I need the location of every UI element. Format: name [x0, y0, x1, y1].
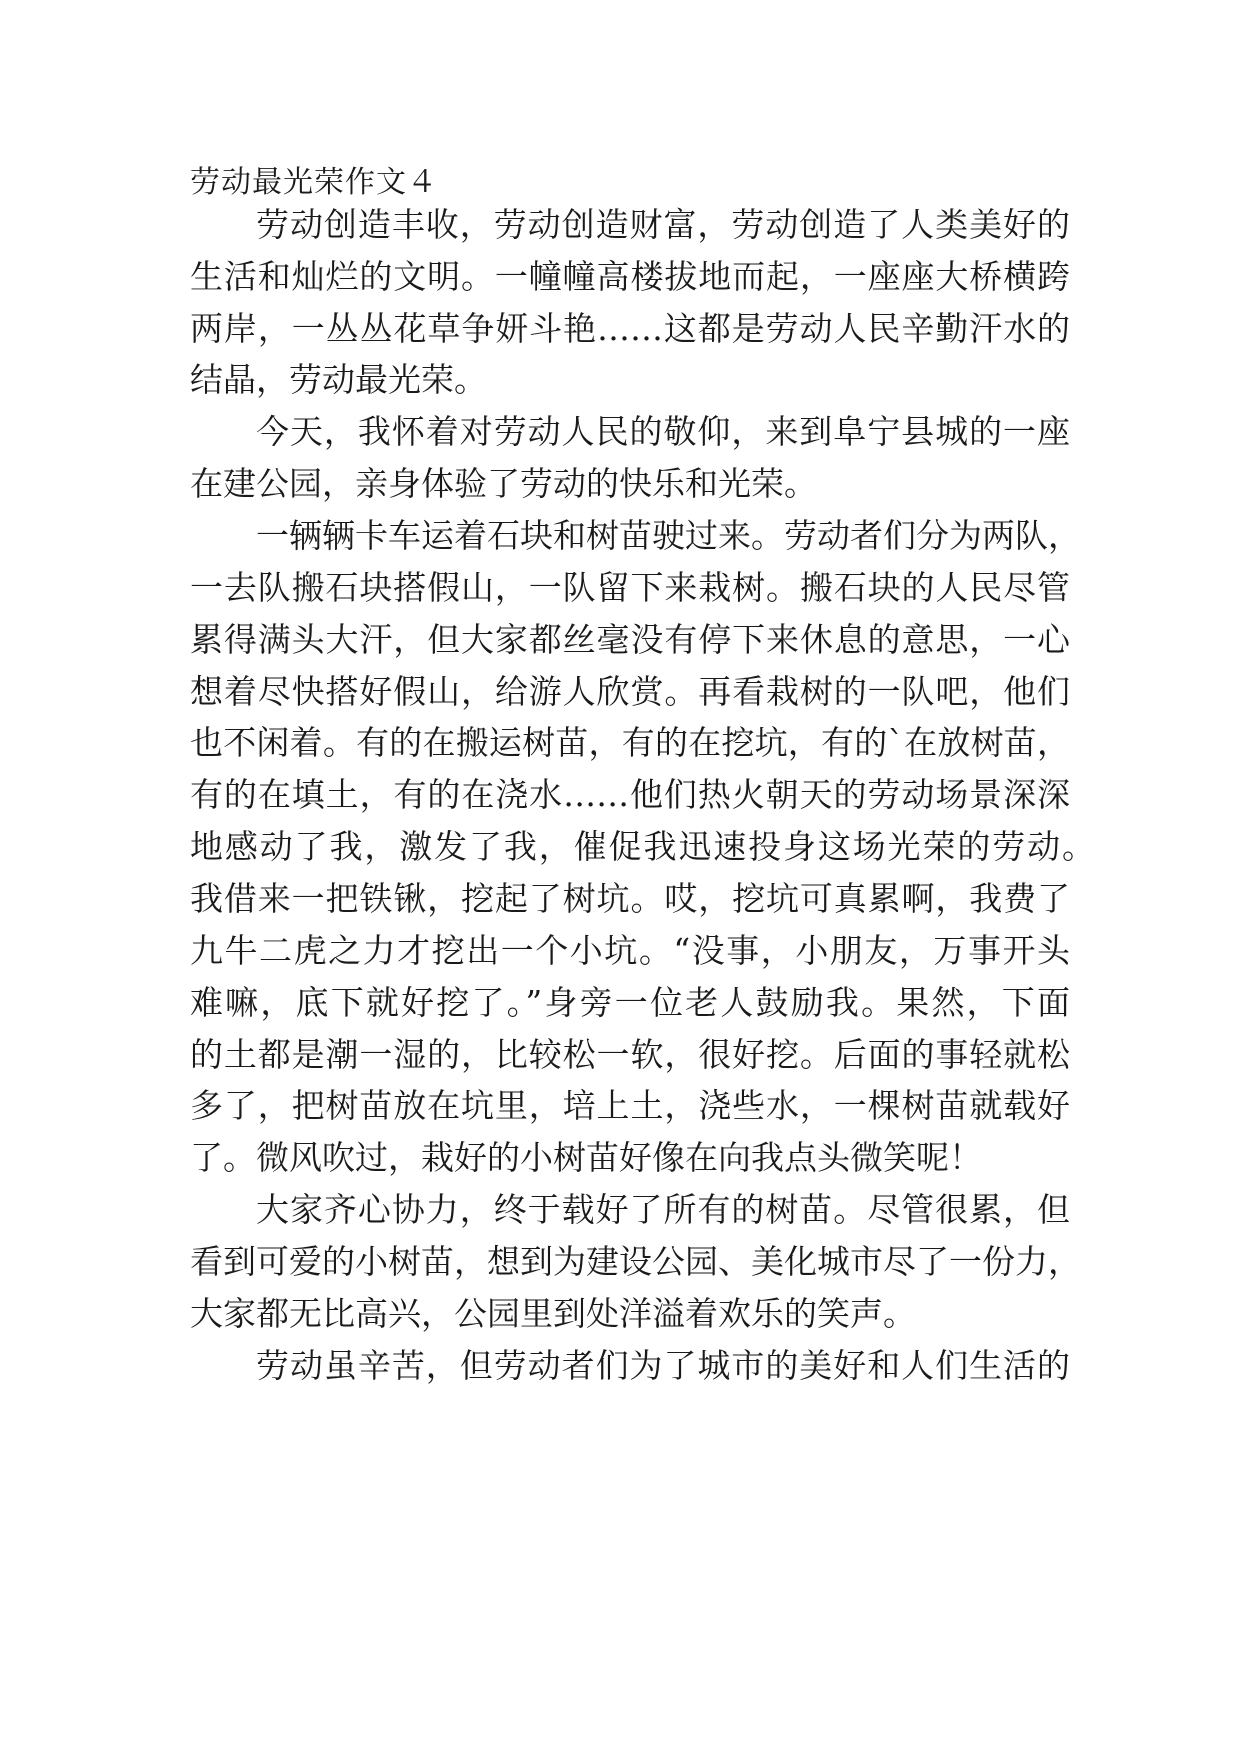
paragraph-3-line-7: 地感动了我，激发了我，催促我迅速投身这场光荣的劳动。: [190, 827, 1095, 866]
paragraph-2-line-2: 在建公园，亲身体验了劳动的快乐和光荣。: [190, 464, 817, 503]
paragraph-4-line-1: 大家齐心协力，终于载好了所有的树苗。尽管很累，但: [256, 1190, 1070, 1229]
paragraph-3-line-2: 一去队搬石块搭假山，一队留下来栽树。搬石块的人民尽管: [190, 568, 1070, 607]
paragraph-3-line-4: 想着尽快搭好假山，给游人欣赏。再看栽树的一队吧，他们: [190, 672, 1070, 711]
paragraph-3-line-5: 也不闲着。有的在搬运树苗，有的在挖坑，有的`在放树苗，: [190, 723, 1070, 762]
paragraph-3-line-6: 有的在填土，有的在浇水……他们热火朝天的劳动场景深深: [190, 775, 1070, 814]
paragraph-4-line-3: 大家都无比高兴，公园里到处洋溢着欢乐的笑声。: [190, 1294, 916, 1333]
paragraph-4-line-2: 看到可爱的小树苗，想到为建设公园、美化城市尽了一份力，: [190, 1242, 1081, 1281]
paragraph-3-line-1: 一辆辆卡车运着石块和树苗驶过来。劳动者们分为两队，: [256, 516, 1081, 555]
paragraph-3-line-11: 的土都是潮一湿的，比较松一软，很好挖。后面的事轻就松: [190, 1035, 1070, 1074]
paragraph-3-line-9: 九牛二虎之力才挖出一个小坑。“没事，小朋友，万事开头: [190, 931, 1070, 970]
paragraph-3-line-13: 了。微风吹过，栽好的小树苗好像在向我点头微笑呢！: [190, 1138, 982, 1177]
paragraph-3-line-3: 累得满头大汗，但大家都丝毫没有停下来休息的意思，一心: [190, 620, 1070, 659]
paragraph-3-line-8: 我借来一把铁锹，挖起了树坑。哎，挖坑可真累啊，我费了: [190, 879, 1070, 918]
document-title: 劳动最光荣作文４: [190, 165, 438, 200]
paragraph-3-line-10: 难嘛，底下就好挖了。”身旁一位老人鼓励我。果然，下面: [190, 983, 1070, 1022]
paragraph-1-line-3: 两岸，一丛丛花草争妍斗艳……这都是劳动人民辛勤汗水的: [190, 309, 1070, 348]
paragraph-2-line-1: 今天，我怀着对劳动人民的敬仰，来到阜宁县城的一座: [256, 412, 1070, 451]
paragraph-1-line-1: 劳动创造丰收，劳动创造财富，劳动创造了人类美好的: [256, 205, 1070, 244]
paragraph-3-line-12: 多了，把树苗放在坑里，培上土，浇些水，一棵树苗就载好: [190, 1086, 1070, 1125]
paragraph-1-line-4: 结晶，劳动最光荣。: [190, 360, 487, 399]
paragraph-5-line-1: 劳动虽辛苦，但劳动者们为了城市的美好和人们生活的: [256, 1346, 1070, 1385]
paragraph-1-line-2: 生活和灿烂的文明。一幢幢高楼拔地而起，一座座大桥横跨: [190, 257, 1070, 296]
